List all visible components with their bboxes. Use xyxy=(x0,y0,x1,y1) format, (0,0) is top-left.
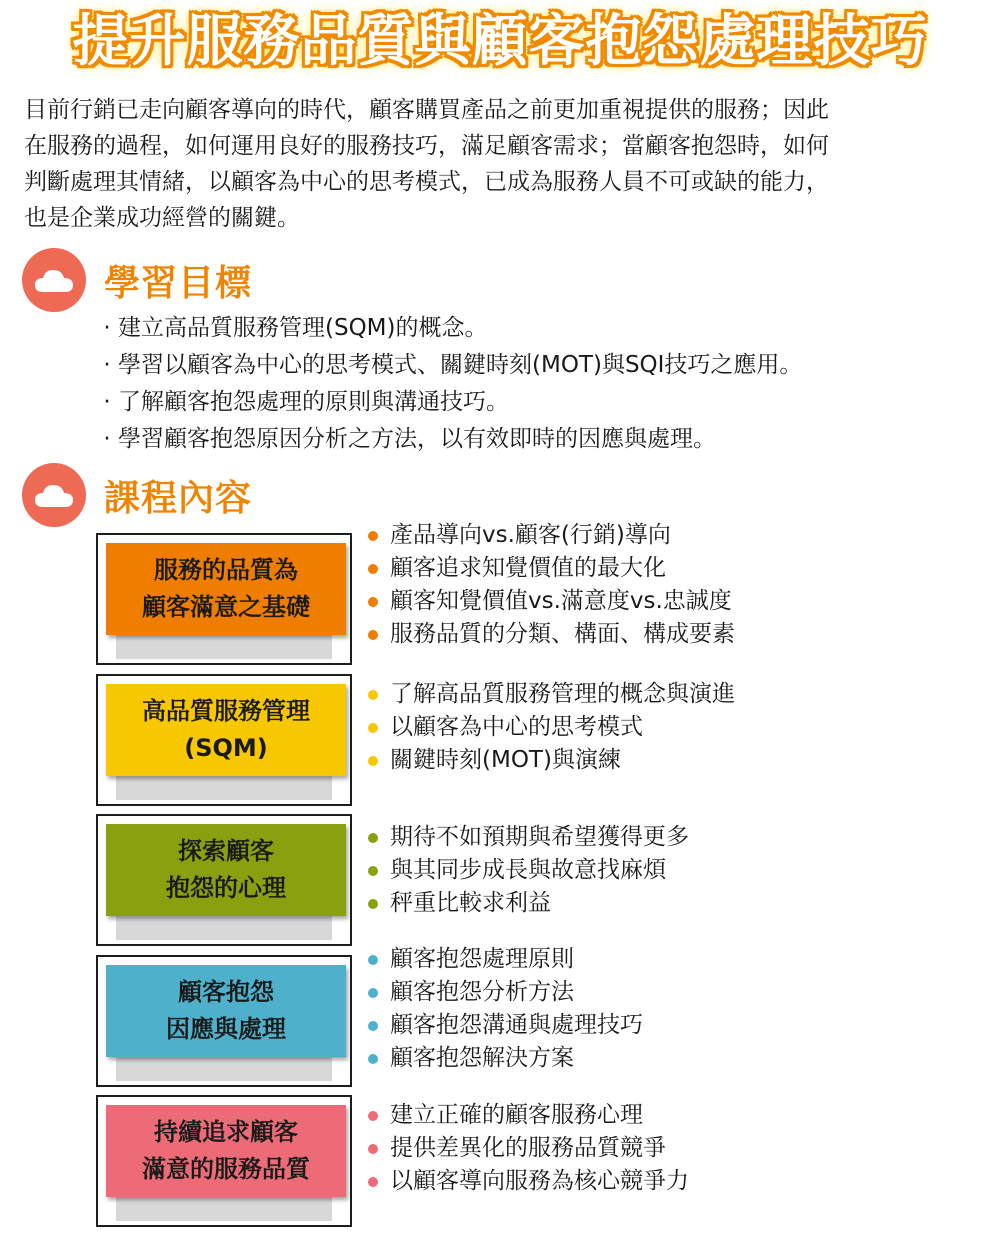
bullet-dot xyxy=(368,955,378,965)
bullet-dot xyxy=(368,531,378,541)
bullet-dot xyxy=(368,1177,378,1187)
module-bullets xyxy=(368,519,735,651)
cloud-icon xyxy=(22,248,86,312)
module-bullets xyxy=(368,678,735,777)
module-label-line: 顧客滿意之基礎 xyxy=(142,593,310,621)
bullet-dot xyxy=(368,1144,378,1154)
goal-item: · 學習以顧客為中心的思考模式、關鍵時刻(MOT)與SQI技巧之應用。 xyxy=(103,352,803,378)
module-bullets xyxy=(368,943,643,1075)
goals-list xyxy=(96,310,802,458)
section-title-content: 課程內容 xyxy=(104,477,253,519)
section-title-goals: 學習目標 xyxy=(104,262,253,304)
module-label-line: 滿意的服務品質 xyxy=(142,1155,310,1183)
intro-line: 目前行銷已走向顧客導向的時代，顧客購買產品之前更加重視提供的服務；因此 xyxy=(24,97,829,123)
cloud-icon xyxy=(22,463,86,527)
page-title: 提升服務品質與顧客抱怨處理技巧 xyxy=(72,9,928,74)
module-label xyxy=(106,965,346,1057)
bullet-dot xyxy=(368,723,378,733)
bullet-dot xyxy=(368,833,378,843)
module-label xyxy=(106,1105,346,1197)
bullet-item: 產品導向vs.顧客(行銷)導向 xyxy=(368,519,735,552)
bullet-item: 顧客抱怨分析方法 xyxy=(368,976,643,1009)
bullet-dot xyxy=(368,630,378,640)
bullet-dot xyxy=(368,899,378,909)
module-label-line: 顧客抱怨 xyxy=(178,978,274,1006)
bullet-dot xyxy=(368,756,378,766)
section-header-content xyxy=(22,462,252,528)
bullet-dot xyxy=(368,1111,378,1121)
module-label xyxy=(106,543,346,635)
module-label xyxy=(106,684,346,776)
module-card-sqm xyxy=(96,674,352,806)
bullet-item: 顧客抱怨處理原則 xyxy=(368,943,643,976)
intro-line: 在服務的過程，如何運用良好的服務技巧，滿足顧客需求；當顧客抱怨時，如何 xyxy=(24,133,829,159)
intro-paragraph xyxy=(24,92,980,236)
bullet-dot xyxy=(368,988,378,998)
module-label xyxy=(106,824,346,916)
bullet-item: 與其同步成長與故意找麻煩 xyxy=(368,854,689,887)
bullet-item: 顧客追求知覺價值的最大化 xyxy=(368,552,735,585)
goal-item: · 學習顧客抱怨原因分析之方法，以有效即時的因應與處理。 xyxy=(103,426,716,452)
bullet-item: 期待不如預期與希望獲得更多 xyxy=(368,821,689,854)
bullet-dot xyxy=(368,866,378,876)
bullet-item: 服務品質的分類、構面、構成要素 xyxy=(368,618,735,651)
module-card-complaint-handling xyxy=(96,955,352,1087)
bullet-item: 建立正確的顧客服務心理 xyxy=(368,1099,689,1132)
bullet-item: 關鍵時刻(MOT)與演練 xyxy=(368,744,735,777)
intro-line: 也是企業成功經營的關鍵。 xyxy=(24,205,300,231)
bullet-item: 顧客抱怨解決方案 xyxy=(368,1042,643,1075)
bullet-dot xyxy=(368,1054,378,1064)
bullet-item: 以顧客為中心的思考模式 xyxy=(368,711,735,744)
intro-line: 判斷處理其情緒，以顧客為中心的思考模式，已成為服務人員不可或缺的能力， xyxy=(24,169,829,195)
bullet-item: 顧客抱怨溝通與處理技巧 xyxy=(368,1009,643,1042)
module-label-line: 探索顧客 xyxy=(178,837,274,865)
bullet-dot xyxy=(368,597,378,607)
bullet-dot xyxy=(368,1021,378,1031)
module-label-line: 持續追求顧客 xyxy=(154,1118,298,1146)
bullet-item: 顧客知覺價值vs.滿意度vs.忠誠度 xyxy=(368,585,735,618)
bullet-dot xyxy=(368,690,378,700)
module-label-line: 服務的品質為 xyxy=(154,556,298,584)
module-label-line: 高品質服務管理 xyxy=(142,697,310,725)
module-card-complaint-psychology xyxy=(96,814,352,946)
goal-item: · 建立高品質服務管理(SQM)的概念。 xyxy=(103,315,488,341)
module-label-line: 因應與處理 xyxy=(166,1015,286,1043)
module-label-line: (SQM) xyxy=(184,734,268,762)
bullet-dot xyxy=(368,564,378,574)
module-label-line: 抱怨的心理 xyxy=(166,874,286,902)
bullet-item: 秤重比較求利益 xyxy=(368,887,689,920)
module-bullets xyxy=(368,1099,689,1198)
bullet-item: 了解高品質服務管理的概念與演進 xyxy=(368,678,735,711)
module-bullets xyxy=(368,821,689,920)
module-card-continuous-satisfaction xyxy=(96,1095,352,1227)
module-card-service-quality xyxy=(96,533,352,665)
goal-item: · 了解顧客抱怨處理的原則與溝通技巧。 xyxy=(103,389,509,415)
bullet-item: 提供差異化的服務品質競爭 xyxy=(368,1132,689,1165)
bullet-item: 以顧客導向服務為核心競爭力 xyxy=(368,1165,689,1198)
section-header-goals xyxy=(22,247,252,313)
